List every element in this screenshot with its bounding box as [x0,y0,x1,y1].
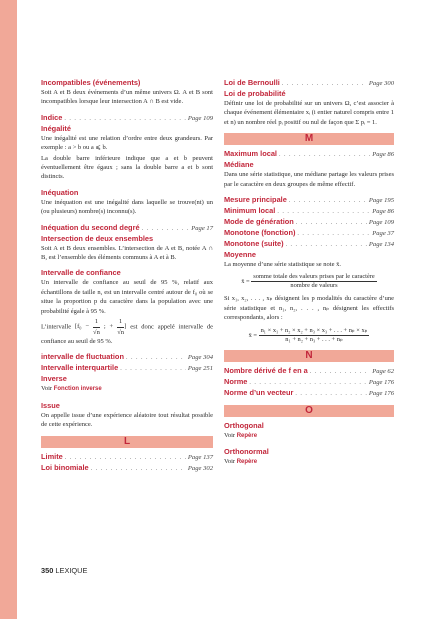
see-also-orthonormal: Voir Repère [224,458,258,466]
letter-header-m: M [224,133,394,145]
index-entry-maximum-local [224,149,394,160]
entry-title-intervalle-confiance: Intervalle de confiance [41,268,121,278]
page-ref-interquartile: Page 251 [187,365,213,373]
page-ref-indice: Page 109 [187,114,213,122]
page-ref-monotone-suite: Page 134 [368,241,394,249]
index-entry-minimum-local [224,206,394,217]
index-entry-mesure-principale [224,195,394,206]
page-ref-monotone-fonction: Page 37 [372,230,394,238]
entry-title-loi-binomiale: Loi binomiale [41,462,89,472]
entry-text-incompatibles: Soit A et B deux événements d’un même univers Ω. A et B sont incompatibles lorsque leur intersection A ∩ B est vide. [41,89,213,106]
entry-text-moyenne-2: Si x₁, x₂, . . . , xₚ désignent les p modalités du caractère d’une série statistique et n₁, n₂, . . . , nₚ désignent les effectifs correspondants, alors : [224,295,394,322]
page-ref-bernoulli: Page 300 [368,80,394,87]
page-ref-maximum-local: Page 86 [372,151,394,159]
footer-section-label: LEXIQUE [55,566,88,575]
entry-title-monotone-fonction: Monotone (fonction) [224,228,296,238]
entry-text-inegalite-2: La double barre inférieure indique que a et b peuvent éventuellement être égaux ; sans la double barre a et b sont distincts. [41,154,213,181]
page-footer [41,566,87,575]
entry-title-limite: Limite [41,451,63,461]
page-ref-inequation-second-degre: Page 17 [191,224,213,232]
index-entry-nombre-derive [224,366,394,377]
entry-title-fluctuation: intervalle de fluctuation [41,352,124,362]
index-entry-limite [41,452,213,463]
entry-title-orthogonal: Orthogonal [224,420,264,430]
see-ref-fonction-inverse[interactable]: Fonction inverse [53,386,102,393]
page-ref-norme-vecteur: Page 176 [368,389,394,397]
entry-text-intervalle-confiance-2: L’intervalle [f₀ − $\frac{1}{√n}$ ; + $\frac{1}{√n}$ ] est donc appelé intervalle de confiance au seuil de 95 %. [41,318,214,345]
page-ref-fluctuation: Page 304 [187,354,213,362]
index-entry-bernoulli [224,78,394,89]
entry-title-inverse: Inverse [41,374,67,384]
entry-text-issue: On appelle issue d’une expérience aléatoire tout résultat possible de cette expérience. [41,411,213,429]
left-column [41,78,213,474]
weighted-mean-formula: x̄ = $\frac{\text{n₁ × x₁ + n₂ × x₂ + n₃ × x₃ + . . . + nₚ × xₚ}}{\text{n₁ + n₂ + n₃ + . . . + nₚ}}$ [248,326,368,343]
letter-header-n: N [224,350,394,362]
entry-title-indice: Indice [41,112,63,122]
entry-title-inegalite: Inégalité [41,123,71,133]
entry-title-loi-probabilite: Loi de probabilité [224,89,286,98]
see-ref-repere-1[interactable]: Repère [236,432,258,439]
index-entry-inequation-second-degre [41,223,213,234]
entry-text-intersection: Soit A et B deux ensembles. L’intersection de A et B, notée A ∩ B, est l’ensemble des éléments communs à A et à B. [41,244,213,262]
page-ref-mesure-principale: Page 195 [368,197,394,205]
index-entry-norme-vecteur [224,388,394,399]
entry-text-inequation: Une inéquation est une inégalité dans laquelle se trouve(nt) un (ou plusieurs) nombre(s) inconnu(s). [41,198,213,216]
entry-title-minimum-local: Minimum local [224,206,276,216]
entry-title-monotone-suite: Monotone (suite) [224,239,284,249]
entry-title-maximum-local: Maximum local [224,149,277,159]
page-number: 350 [41,566,54,575]
entry-title-mode-generation: Mode de génération [224,217,294,227]
entry-text-intervalle-confiance: Un intervalle de confiance au seuil de 95 %, relatif aux échantillons de taille n, est un intervalle centré autour de f₀ où se situe la proportion p du caractère dans la population avec une probabilité égale à 95 %. [41,279,213,315]
confidence-interval-formula: [f₀ − $\frac{1}{√n}$ ; + $\frac{1}{√n}$ ] [74,318,131,336]
side-color-band [0,0,17,619]
index-entry-mode-generation [224,217,394,228]
see-also-orthogonal: Voir Repère [224,431,258,439]
entry-title-interquartile: Intervalle interquartile [41,363,119,373]
entry-title-norme: Norme [224,376,248,386]
entry-title-orthonormal: Orthonormal [224,447,269,457]
entry-text-mediane: Dans une série statistique, une médiane partage les valeurs prises par le caractère en deux groupes de même effectif. [224,171,394,188]
page-ref-mode-generation: Page 109 [368,219,394,227]
index-entry-interquartile [41,363,213,374]
letter-header-l: L [41,436,213,448]
entry-text-inegalite-1: Une inégalité est une relation d’ordre entre deux grandeurs. Par exemple : a > b ou a ⩽ b. [41,134,213,152]
entry-title-mesure-principale: Mesure principale [224,195,287,205]
page-ref-limite: Page 137 [187,453,213,461]
entry-title-intersection: Intersection de deux ensembles [41,233,154,243]
index-entry-monotone-suite [224,239,394,250]
entry-title-moyenne: Moyenne [224,250,257,260]
page-ref-nombre-derive: Page 62 [372,367,394,375]
page-ref-loi-binomiale: Page 302 [187,464,213,472]
page-ref-norme: Page 176 [368,378,394,386]
entry-title-inequation-second-degre: Inéquation du second degré [41,222,140,232]
index-entry-norme [224,377,394,388]
entry-title-bernoulli: Loi de Bernoulli [224,78,280,87]
index-entry-loi-binomiale [41,463,213,474]
index-entry-indice [41,113,213,124]
entry-title-incompatibles: Incompatibles (événements) [41,78,141,87]
page-ref-minimum-local: Page 86 [372,208,394,216]
index-entry-fluctuation [41,352,213,363]
entry-text-loi-probabilite: Définir une loi de probabilité sur un univers Ω, c’est associer à chaque événement élémentaire xᵢ (i entier naturel compris entre 1 et n) un nombre réel pᵢ positif ou nul de façon que Σ pᵢ = 1. [224,100,394,126]
index-entry-monotone-fonction [224,228,394,239]
see-also-inverse: Voir Fonction inverse [41,385,102,393]
entry-text-moyenne: La moyenne d’une série statistique se note x̄. [224,261,341,269]
entry-title-inequation: Inéquation [41,187,79,197]
mean-definition-formula: x̄ = $\frac{\text{somme totale des valeurs prises par le caractère}}{\text{nombre de valeurs}}$ [241,273,375,290]
probability-sum-formula: Σ pᵢ = 1. [355,118,377,126]
entry-title-norme-vecteur: Norme d’un vecteur [224,387,294,397]
entry-title-mediane: Médiane [224,160,254,170]
see-ref-repere-2[interactable]: Repère [236,459,258,466]
letter-header-o: O [224,405,394,417]
entry-title-nombre-derive: Nombre dérivé de f en a [224,365,308,375]
right-column [224,78,394,467]
entry-title-issue: Issue [41,400,60,410]
